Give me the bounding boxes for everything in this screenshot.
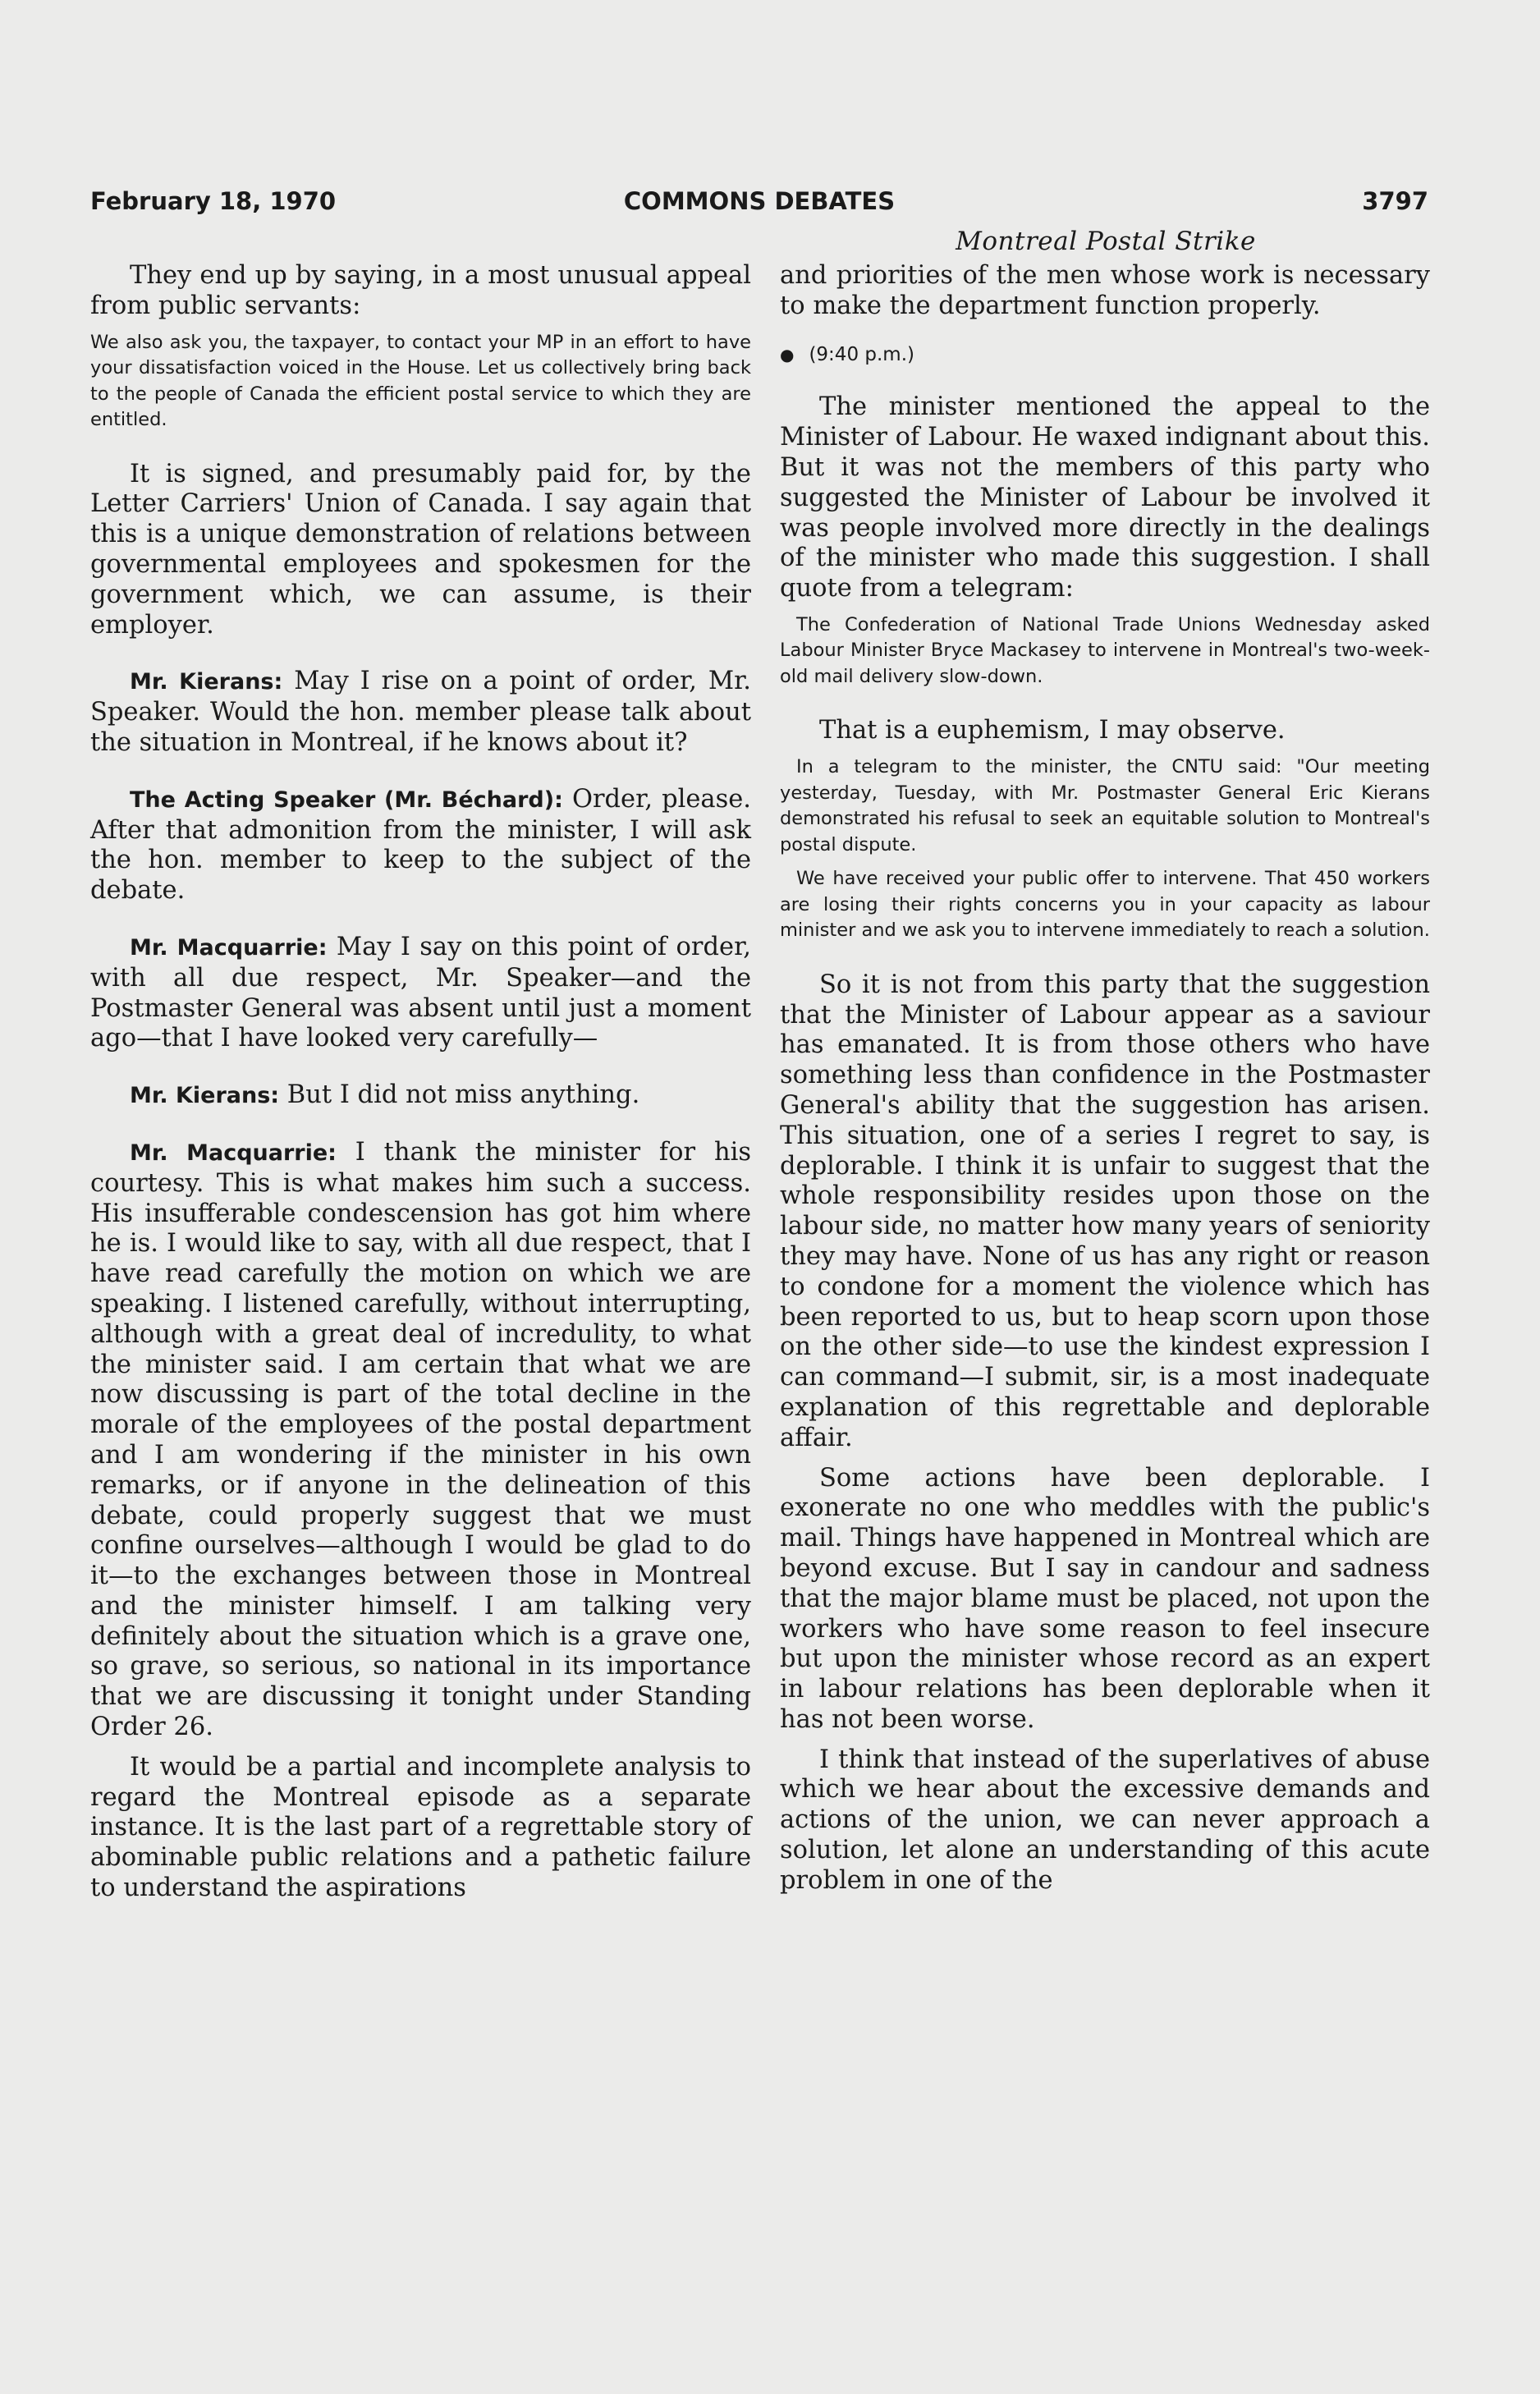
header-date: February 18, 1970: [90, 187, 337, 215]
paragraph: Some actions have been deplorable. I exonerate no one who meddles with the public's mail. Things have happened in Montreal which are beyond excuse. But I say in candour and sadness that the major blame must be placed, not upon the workers who have some reason to feel insecure but upon the minister whose record as an expert in labour relations has been deplorable when it has not been worse.: [780, 1463, 1430, 1734]
paragraph: and priorities of the men whose work is necessary to make the department function properly.: [780, 261, 1430, 320]
speech-text: I thank the minister for his courtesy. This is what makes him such a success. His insufferable condescension has got him where he is. I would like to say, with all due respect, that I have read carefully the motion on which we are speaking. I listened carefully, without interrupting, although with a great deal of incredulity, to what the minister said. I am certain that what we are now discussing is part of the total decline in the morale of the employees of the postal department and I am wondering if the minister in his own remarks, or if anyone in the delineation of this debate, could properly suggest that we must confine ourselves—although I would be glad to do it—to the exchanges between those in Montreal and the minister himself. I am talking very definitely about the situation which is a grave one, so grave, so serious, so national in its importance that we are discussing it tonight under Standing Order 26.: [90, 1137, 751, 1742]
speech: [90, 1080, 751, 1112]
paragraph: They end up by saying, in a most unusual appeal from public servants:: [90, 261, 751, 320]
speaker-name: Mr. Macquarrie:: [130, 1140, 337, 1166]
paragraph: That is a euphemism, I may observe.: [819, 716, 1286, 745]
speech: [90, 785, 751, 906]
speaker-name: The Acting Speaker (Mr. Béchard):: [130, 787, 563, 813]
speech: [90, 667, 751, 758]
speaker-name: Mr. Macquarrie:: [130, 934, 328, 961]
speech-text: May I rise on a point of order, Mr. Speaker. Would the hon. member please talk about the situation in Montreal, if he knows about it?: [90, 667, 752, 757]
speech-text: May I say on this point of order, with all due respect, Mr. Speaker—and the Postmaster General was absent until just a moment ago—that I have looked very carefully—: [90, 932, 751, 1053]
block-quote: We also ask you, the taxpayer, to contact your MP in an effort to have your dissatisfaction voiced in the House. Let us collectively bring back to the people of Canada the efficient postal service to which they are entitled.: [90, 331, 751, 431]
page-header: [90, 187, 1428, 220]
left-column: [90, 261, 751, 1904]
paragraph: So it is not from this party that the suggestion that the Minister of Labour appear as a saviour has emanated. It is from those others who have something less than confidence in the Postmaster General's ability that the suggestion has arisen. This situation, one of a series I regret to say, is deplorable. I think it is unfair to suggest that the whole responsibility resides upon those on the labour side, no matter how many years of seniority they may have. None of us has any right or reason to condone for a moment the violence which has been reported to us, but to heap scorn upon those on the other side—to use the kindest expression I can command—I submit, sir, is a most inadequate explanation of this regrettable and deplorable affair.: [780, 970, 1430, 1452]
running-head: Montreal Postal Strike: [956, 227, 1256, 256]
speech: [90, 1138, 751, 1743]
speech-text: Order, please. After that admonition from the minister, I will ask the hon. member to keep to the subject of the debate.: [90, 784, 752, 906]
paragraph: I think that instead of the superlatives of abuse which we hear about the excessive demands and actions of the union, we can never approach a solution, let alone an understanding of this acute problem in one of the: [780, 1745, 1430, 1895]
speech: [90, 933, 751, 1054]
paragraph: It is signed, and presumably paid for, by the Letter Carriers' Union of Canada. I say again that this is a unique demonstration of relations between governmental employees and spokesmen for the government which, we can assume, is their employer.: [90, 459, 751, 640]
page-number: 3797: [1362, 187, 1428, 215]
speaker-name: Mr. Kierans:: [130, 669, 283, 695]
speech-text: But I did not miss anything.: [279, 1080, 640, 1110]
right-column: [780, 261, 1430, 1896]
block-quote: The Confederation of National Trade Unions Wednesday asked Labour Minister Bryce Mackasey to intervene in Montreal's two-week-old mail delivery slow-down.: [780, 613, 1430, 687]
paragraph: It would be a partial and incomplete analysis to regard the Montreal episode as a separate instance. It is the last part of a regrettable story of abominable public relations and a pathetic failure to understand the aspirations: [90, 1752, 751, 1903]
speaker-name: Mr. Kierans:: [130, 1083, 280, 1109]
block-quote: In a telegram to the minister, the CNTU said: "Our meeting yesterday, Tuesday, with Mr. Postmaster General Eric Kierans demonstrated his refusal to seek an equitable solution to Montreal's postal dispute.: [780, 756, 1430, 855]
header-title: COMMONS DEBATES: [623, 187, 896, 215]
timestamp: ● (9:40 p.m.): [780, 343, 914, 365]
block-quote: We have received your public offer to intervene. That 450 workers are losing their rights concerns you in your capacity as labour minister and we ask you to intervene immediately to reach a solution.: [780, 868, 1430, 942]
bullet-icon: ●: [780, 344, 795, 365]
paragraph: The minister mentioned the appeal to the Minister of Labour. He waxed indignant about this. But it was not the members of this party who suggested the Minister of Labour be involved it was people involved more directly in the dealings of the minister who made this suggestion. I shall quote from a telegram:: [780, 392, 1430, 603]
